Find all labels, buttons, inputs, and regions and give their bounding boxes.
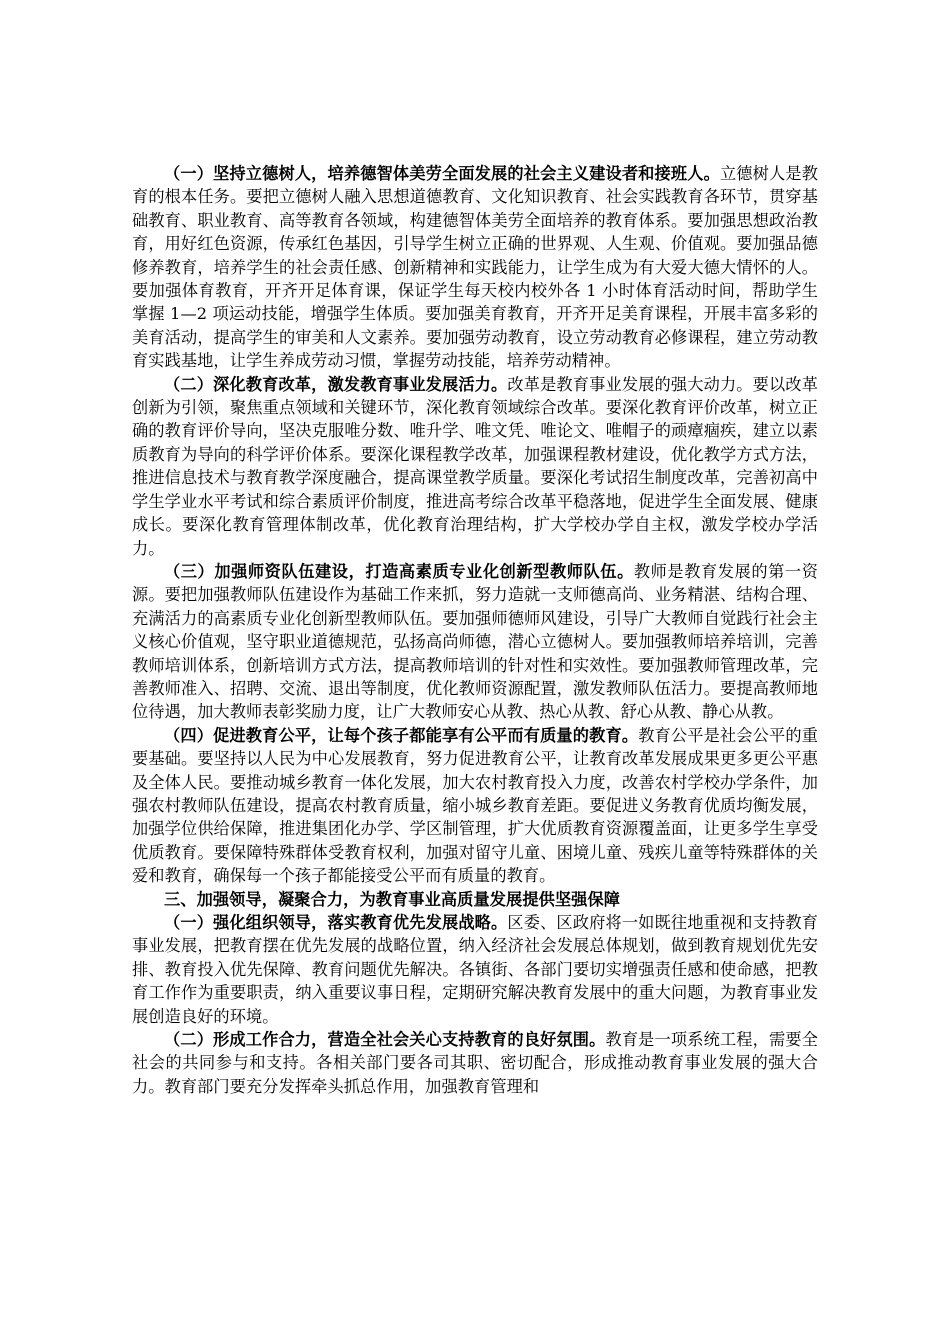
paragraph-1-body: 立德树人是教育的根本任务。要把立德树人融入思想道德教育、文化知识教育、社会实践教育各环节，贯穿基础教育、职业教育、高等教育各领域，构建德智体美劳全面培养的教育体系。要加强思想政治教育，用好红色资源，传承红色基因，引导学生树立正确的世界观、人生观、价值观。要加强品德修养教育，培养学生的社会责任感、创新精神和实践能力，让学生成为有大爱大德大情怀的人。要加强体育教育，开齐开足体育课，保证学生每天校内校外各 1 小时体育活动时间，帮助学生掌握 1—2 项运动技能，增强学生体质。要加强美育教育，开齐开足美育课程，开展丰富多彩的美育活动，提高学生的审美和人文素养。要加强劳动教育，设立劳动教育必修课程，建立劳动教育实践基地，让学生养成劳动习惯，掌握劳动技能，培养劳动精神。 bbox=[132, 164, 818, 371]
paragraph-6-lead: （二）形成工作合力，营造全社会关心支持教育的良好氛围。 bbox=[164, 1030, 606, 1050]
paragraph-4 bbox=[132, 724, 818, 888]
paragraph-3-body: 教师是教育发展的第一资源。要把加强教师队伍建设作为基础工作来抓，努力造就一支师德高尚、业务精湛、结构合理、充满活力的高素质专业化创新型教师队伍。要加强师德师风建设，引导广大教师自觉践行社会主义核心价值观，坚守职业道德规范，弘扬高尚师德，潜心立德树人。要加强教师培养培训，完善教师培训体系，创新培训方式方法，提高教师培训的针对性和实效性。要加强教师管理改革，完善教师准入、招聘、交流、退出等制度，优化教师资源配置，激发教师队伍活力。要提高教师地位待遇，加大教师表彰奖励力度，让广大教师安心从教、热心从教、舒心从教、静心从教。 bbox=[132, 561, 818, 722]
paragraph-5 bbox=[132, 911, 818, 1028]
paragraph-6 bbox=[132, 1028, 818, 1098]
paragraph-5-lead: （一）强化组织领导，落实教育优先发展战略。 bbox=[164, 913, 508, 932]
paragraph-3 bbox=[132, 560, 818, 724]
paragraph-2-lead: （二）深化教育改革，激发教育事业发展活力。 bbox=[164, 374, 508, 394]
paragraph-3-lead: （三）加强师资队伍建设，打造高素质专业化创新型教师队伍。 bbox=[164, 561, 634, 581]
paragraph-2 bbox=[132, 373, 818, 560]
paragraph-5-body: 区委、区政府将一如既往地重视和支持教育事业发展，把教育摆在优先发展的战略位置，纳入经济社会发展总体规划，做到教育规划优先安排、教育投入优先保障、教育问题优先解决。各镇街、各部门要切实增强责任感和使命感，把教育工作作为重要职责，纳入重要议事日程，定期研究解决教育发展中的重大问题，为教育事业发展创造良好的环境。 bbox=[132, 913, 818, 1026]
section-heading: 三、加强领导，凝聚合力，为教育事业高质量发展提供坚强保障 bbox=[164, 889, 621, 909]
document-body bbox=[132, 162, 818, 1098]
paragraph-6-body: 教育是一项系统工程，需要全社会的共同参与和支持。各相关部门要各司其职、密切配合，形成推动教育事业发展的强大合力。教育部门要充分发挥牵头抓总作用，加强教育管理和 bbox=[132, 1030, 818, 1096]
paragraph-2-body: 改革是教育事业发展的强大动力。要以改革创新为引领，聚焦重点领域和关键环节，深化教育领域综合改革。要深化教育评价改革，树立正确的教育评价导向，坚决克服唯分数、唯升学、唯文凭、唯论文、唯帽子的顽瘴痼疾，建立以素质教育为导向的科学评价体系。要深化课程教学改革，加强课程教材建设，优化教学方式方法，推进信息技术与教育教学深度融合，提高课堂教学质量。要深化考试招生制度改革，完善初高中学生学业水平考试和综合素质评价制度，推进高考综合改革平稳落地，促进学生全面发展、健康成长。要深化教育管理体制改革，优化教育治理结构，扩大学校办学自主权，激发学校办学活力。 bbox=[132, 374, 818, 558]
paragraph-4-body: 教育公平是社会公平的重要基础。要坚持以人民为中心发展教育，努力促进教育公平，让教育改革发展成果更多更公平惠及全体人民。要推动城乡教育一体化发展，加大农村教育投入力度，改善农村学校办学条件，加强农村教师队伍建设，提高农村教育质量，缩小城乡教育差距。要促进义务教育优质均衡发展，加强学位供给保障，推进集团化办学、学区制管理，扩大优质教育资源覆盖面，让更多学生享受优质教育。要保障特殊群体受教育权利，加强对留守儿童、困境儿童、残疾儿童等特殊群体的关爱和教育，确保每一个孩子都能接受公平而有质量的教育。 bbox=[132, 725, 818, 886]
paragraph-1-lead: （一）坚持立德树人，培养德智体美劳全面发展的社会主义建设者和接班人。 bbox=[164, 164, 720, 183]
paragraph-4-lead: （四）促进教育公平，让每个孩子都能享有公平而有质量的教育。 bbox=[164, 725, 639, 745]
paragraph-1 bbox=[132, 162, 818, 373]
